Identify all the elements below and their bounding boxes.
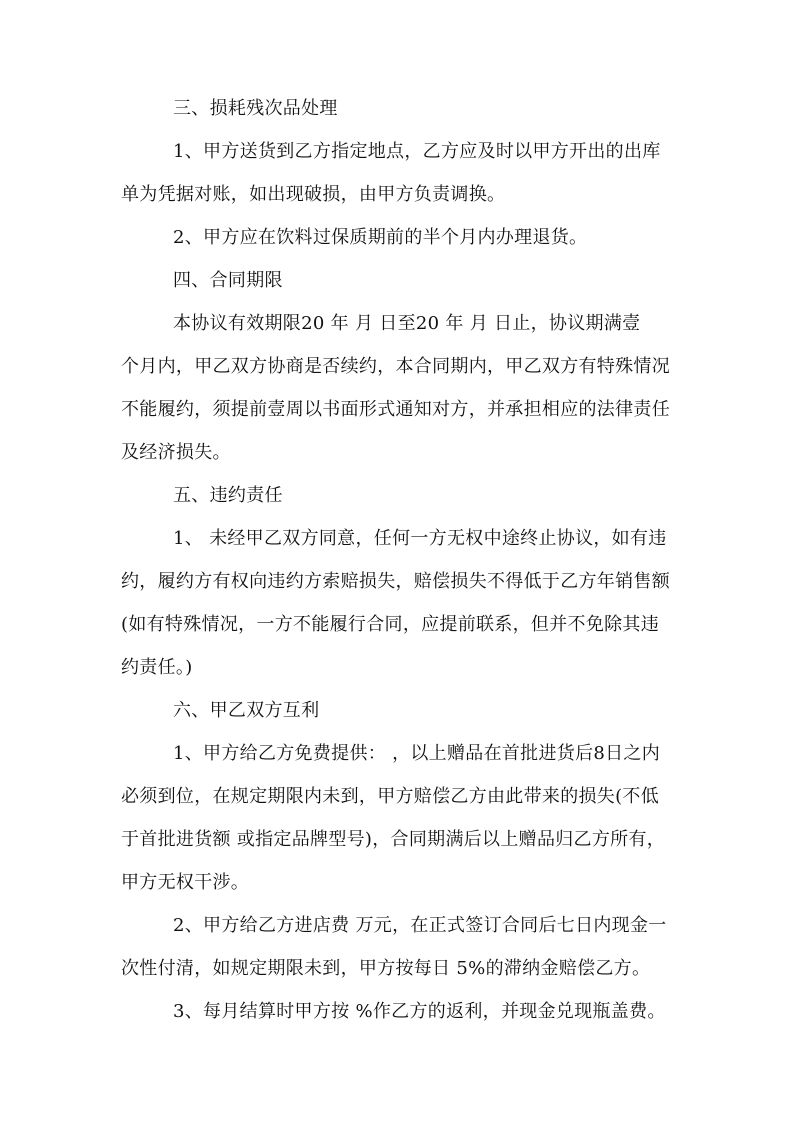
- section-6-item-1-line-3: 于首批进货额 或指定品牌型号)，合同期满后以上赠品归乙方所有，: [121, 829, 666, 850]
- section-6-heading: 六、甲乙双方互利: [173, 700, 320, 721]
- section-4-para-line-1: 本协议有效期限20 年 月 日至20 年 月 日止，协议期满壹: [173, 313, 641, 334]
- section-6-item-1-line-4: 甲方无权干涉。: [121, 872, 250, 893]
- section-6-item-1-line-2: 必须到位，在规定期限内未到，甲方赔偿乙方由此带来的损失(不低: [121, 786, 660, 807]
- section-5-heading: 五、违约责任: [173, 485, 283, 506]
- section-5-item-1-line-3: (如有特殊情况，一方不能履行合同，应提前联系，但并不免除其违: [121, 614, 660, 635]
- section-6-item-3: 3、每月结算时甲方按 %作乙方的返利，并现金兑现瓶盖费。: [173, 1001, 666, 1022]
- section-3-item-1-line-1: 1、甲方送货到乙方指定地点，乙方应及时以甲方开出的出库: [173, 141, 661, 162]
- section-6-item-1-line-1: 1、甲方给乙方免费提供： ，以上赠品在首批进货后8日之内: [173, 743, 661, 764]
- section-3-heading: 三、损耗残次品处理: [173, 98, 338, 119]
- section-5-item-1-line-4: 约责任。): [121, 657, 193, 678]
- section-4-para-line-3: 不能履约，须提前壹周以书面形式通知对方，并承担相应的法律责任: [121, 399, 670, 420]
- section-6-item-2-line-2: 次性付清，如规定期限未到，甲方按每日 5%的滞纳金赔偿乙方。: [121, 958, 651, 979]
- section-5-item-1-line-2: 约，履约方有权向违约方索赔损失，赔偿损失不得低于乙方年销售额: [121, 571, 670, 592]
- section-3-item-2: 2、甲方应在饮料过保质期前的半个月内办理退货。: [173, 227, 588, 248]
- document-body: [121, 98, 677, 1023]
- section-4-heading: 四、合同期限: [173, 270, 283, 291]
- section-5-item-1-line-1: 1、 未经甲乙双方同意，任何一方无权中途终止协议，如有违: [173, 528, 667, 549]
- section-4-para-line-2: 个月内，甲乙双方协商是否续约，本合同期内，甲乙双方有特殊情况: [121, 356, 670, 377]
- section-3-item-1-line-2: 单为凭据对账，如出现破损，由甲方负责调换。: [121, 184, 506, 205]
- section-6-item-2-line-1: 2、甲方给乙方进店费 万元，在正式签订合同后七日内现金一: [173, 915, 667, 936]
- section-4-para-line-4: 及经济损失。: [121, 442, 231, 463]
